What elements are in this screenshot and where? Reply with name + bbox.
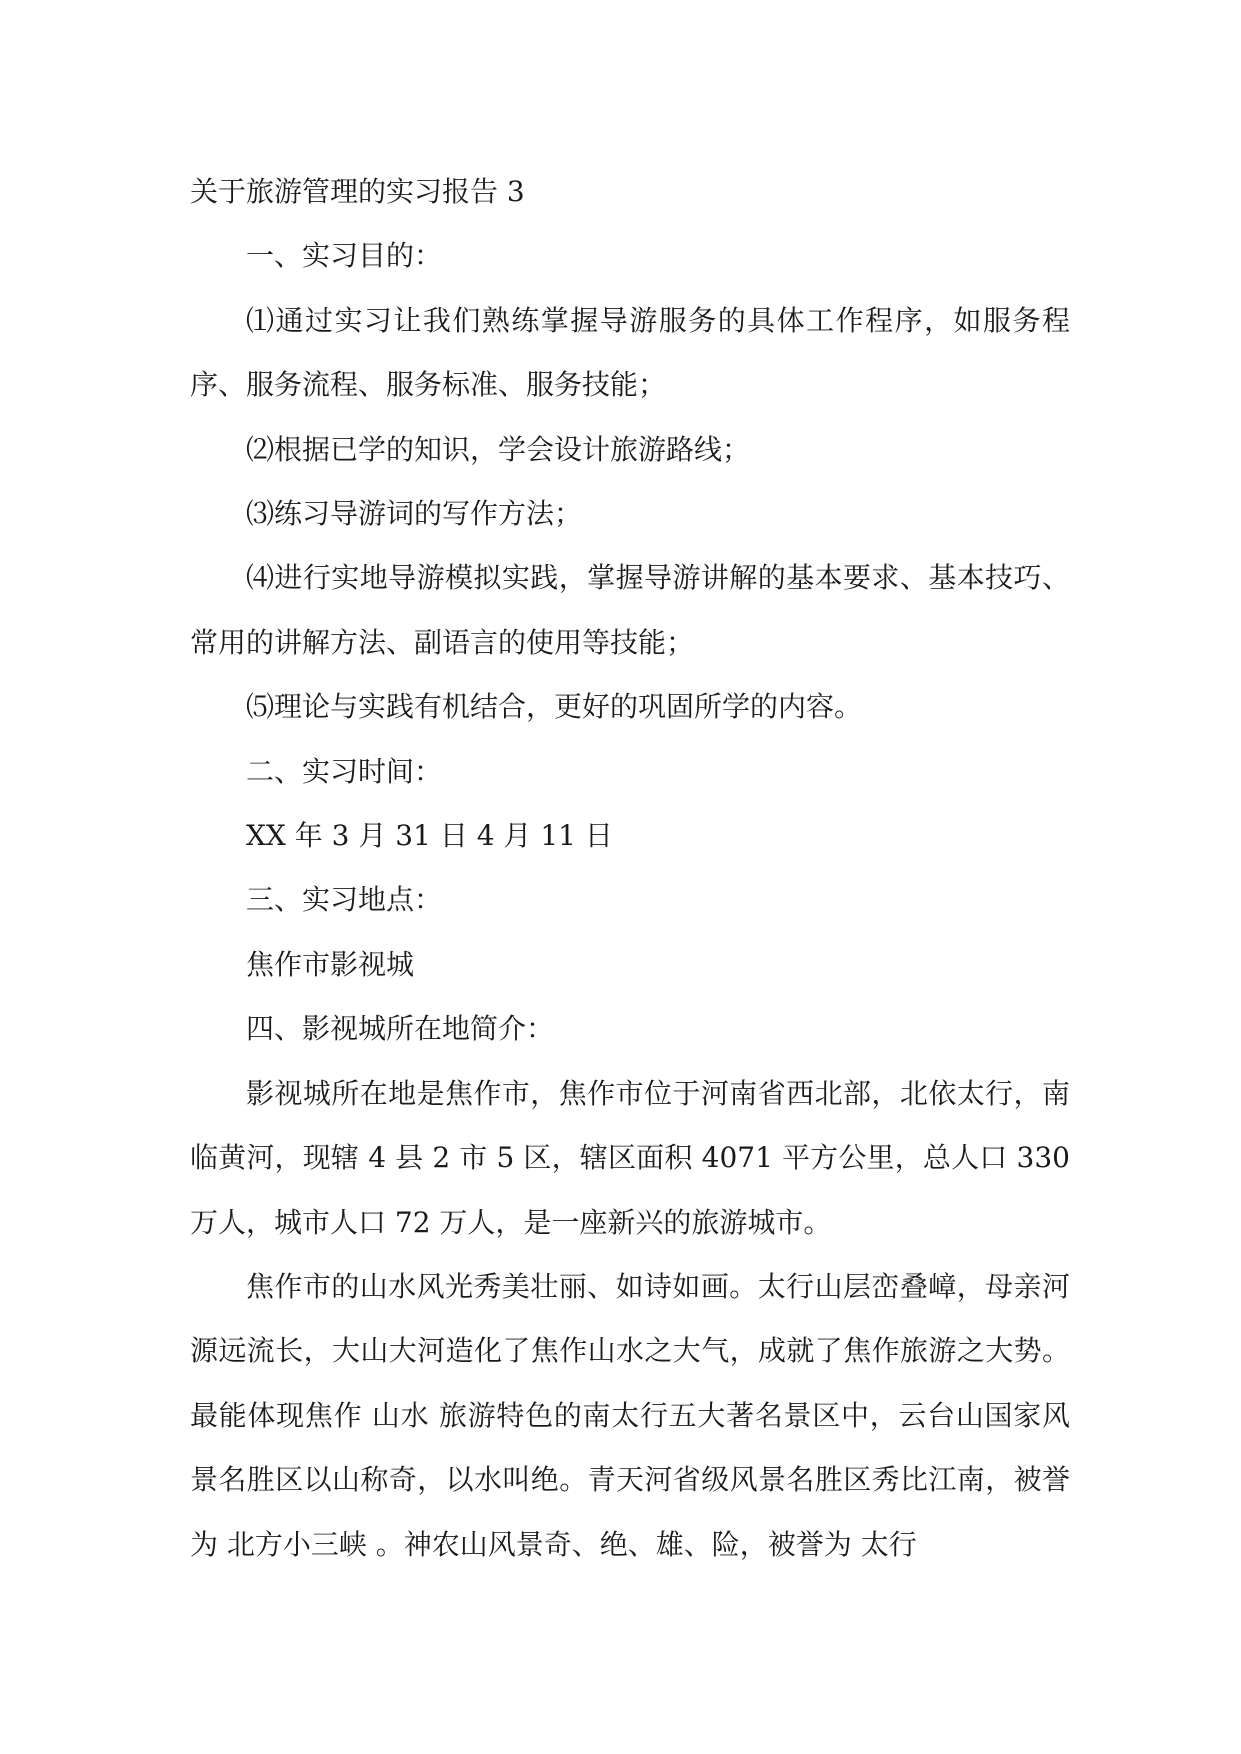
section-heading-time: 二、实习时间： bbox=[246, 754, 443, 788]
purpose-item-1: ⑴通过实习让我们熟练掌握导游服务的具体工作程序，如服务程序、服务流程、服务标准、服务技能； bbox=[190, 303, 1070, 402]
document-page bbox=[190, 160, 1070, 1577]
section-heading-location: 三、实习地点： bbox=[246, 883, 443, 917]
document-title: 关于旅游管理的实习报告 3 bbox=[190, 175, 525, 208]
purpose-item-2: ⑵根据已学的知识，学会设计旅游路线； bbox=[246, 432, 751, 466]
purpose-item-5: ⑸理论与实践有机结合，更好的巩固所学的内容。 bbox=[246, 690, 863, 724]
intro-paragraph-1: 影视城所在地是焦作市，焦作市位于河南省西北部，北依太行，南临黄河，现辖 4 县 2 市 5 区，辖区面积 4071 平方公里，总人口 330 万人，城市人口 72 万人，是一座新兴的旅游城市。 bbox=[190, 1076, 1070, 1239]
purpose-item-3: ⑶练习导游词的写作方法； bbox=[246, 497, 583, 531]
section-heading-purpose: 一、实习目的： bbox=[246, 239, 443, 273]
intro-paragraph-2: 焦作市的山水风光秀美壮丽、如诗如画。太行山层峦叠嶂，母亲河源远流长，大山大河造化了焦作山水之大气，成就了焦作旅游之大势。最能体现焦作 山水 旅游特色的南太行五大著名景区中，云台山国家风景名胜区以山称奇，以水叫绝。青天河省级风景名胜区秀比江南，被誉为 北方小三峡 。神农山风景奇、绝、雄、险，被誉为 太行 bbox=[190, 1269, 1070, 1561]
purpose-item-4: ⑷进行实地导游模拟实践，掌握导游讲解的基本要求、基本技巧、常用的讲解方法、副语言的使用等技能； bbox=[190, 561, 1070, 659]
internship-location: 焦作市影视城 bbox=[246, 947, 415, 981]
section-heading-intro: 四、影视城所在地简介： bbox=[246, 1012, 555, 1046]
internship-time: XX 年 3 月 31 日 4 月 11 日 bbox=[246, 819, 613, 853]
